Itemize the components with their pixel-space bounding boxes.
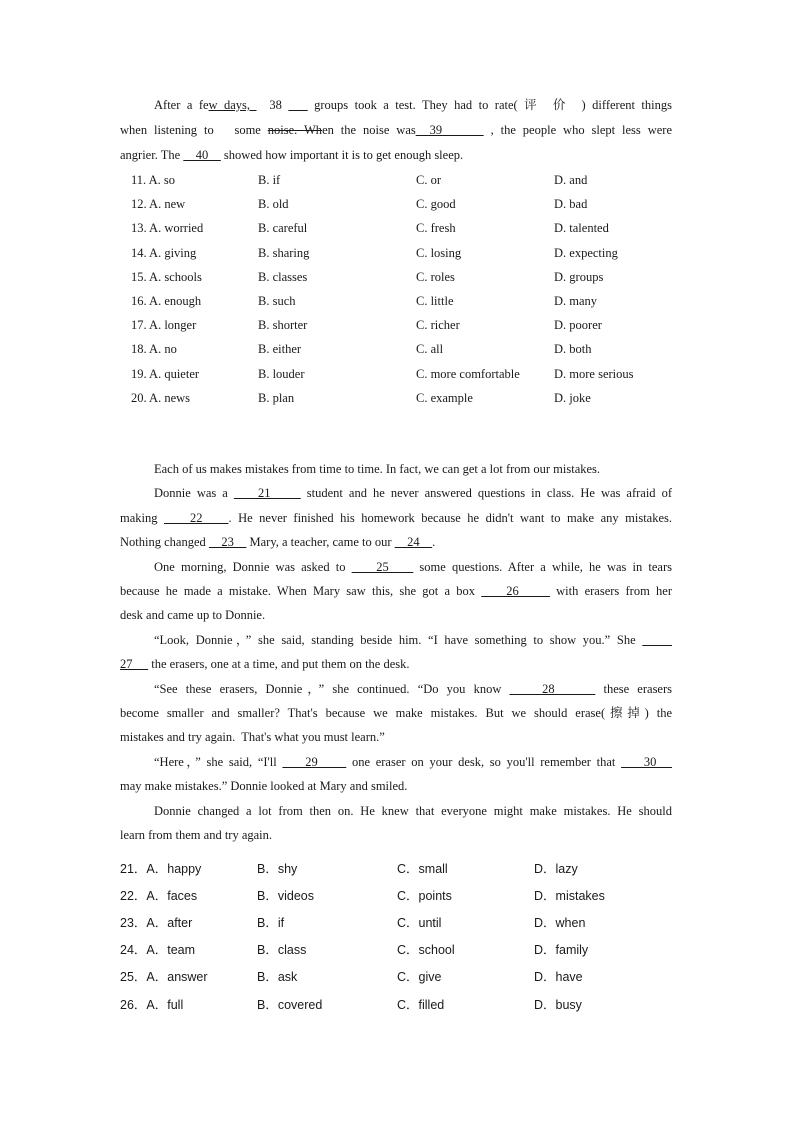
text-run: Mary, a teacher, came to our	[246, 535, 395, 550]
text-run: Nothing changed	[120, 535, 209, 550]
text-run: when listening to some	[120, 123, 268, 137]
option-a[interactable]: 25．A．answer	[120, 970, 208, 985]
option-b[interactable]: B. shorter	[258, 318, 308, 333]
option-b[interactable]: B. louder	[258, 366, 305, 381]
text-run: “Look, Donnie，” she said, standing beside him. “I have something to show you.” She	[154, 632, 643, 647]
option-d[interactable]: D. poorer	[554, 318, 602, 333]
option-d[interactable]: D. talented	[554, 221, 609, 236]
option-a[interactable]: 23．A．after	[120, 916, 193, 931]
option-d[interactable]: D．family	[534, 943, 589, 958]
option-d[interactable]: D. joke	[554, 390, 591, 405]
text-run: “See these erasers, Donnie，” she continued. “Do you know	[154, 681, 510, 696]
answer-blank[interactable]: 26	[481, 584, 550, 599]
passage-line	[120, 774, 672, 798]
answer-blank[interactable]: 24	[394, 535, 433, 550]
passage-line	[120, 579, 672, 603]
option-c[interactable]: C．filled	[397, 997, 445, 1012]
passage-2	[120, 457, 672, 848]
passage-line	[120, 506, 672, 530]
passage-line	[120, 799, 672, 823]
option-c[interactable]: C. losing	[416, 245, 462, 260]
option-b[interactable]: B. if	[258, 173, 281, 187]
text-run: Donnie was a	[154, 486, 234, 501]
answer-blank[interactable]: 29	[282, 754, 347, 769]
option-d[interactable]: D．when	[534, 916, 586, 931]
option-c[interactable]: C. roles	[416, 269, 455, 284]
option-d[interactable]: D．busy	[534, 997, 582, 1012]
text-run: Donnie changed a lot from then on. He knew that everyone might make mistakes. He should	[154, 803, 672, 818]
option-a[interactable]: 12. A. new	[131, 197, 186, 212]
option-b[interactable]: B. old	[258, 197, 289, 212]
text-run: groups took a test. They had to rate( 评 价 ) different things	[307, 98, 672, 112]
passage-line	[120, 652, 672, 676]
passage-line	[120, 481, 672, 505]
option-b[interactable]: B. either	[258, 342, 302, 357]
option-c[interactable]: C．give	[397, 970, 442, 985]
option-c[interactable]: C. little	[416, 294, 454, 308]
option-c[interactable]: C．until	[397, 916, 442, 931]
passage-line	[120, 457, 672, 481]
text-run: Each of us makes mistakes from time to time. In fact, we can get a lot from our mistakes.	[154, 462, 601, 476]
option-d[interactable]: D. bad	[554, 197, 588, 212]
answer-blank[interactable]: 39	[415, 123, 484, 137]
text-run: one eraser on your desk, so you'll remember that	[346, 754, 622, 769]
option-c[interactable]: C. richer	[416, 318, 460, 333]
text-run: “Here，” she said, “I'll	[154, 754, 283, 769]
option-c[interactable]: C．points	[397, 889, 452, 904]
option-d[interactable]: D. both	[554, 342, 592, 357]
option-a[interactable]: 11. A. so	[131, 173, 175, 187]
option-b[interactable]: B．ask	[257, 970, 298, 985]
text-run: these erasers	[595, 681, 673, 696]
option-b[interactable]: B. such	[258, 294, 296, 308]
text-run: angrier. The	[120, 148, 184, 162]
option-b[interactable]: B．covered	[257, 997, 323, 1012]
option-d[interactable]: D. groups	[554, 269, 604, 284]
text-run: 38	[256, 98, 289, 112]
text-run: making	[120, 510, 164, 525]
option-c[interactable]: C. fresh	[416, 221, 456, 236]
option-d[interactable]: D. many	[554, 294, 598, 308]
text-run: en the noise was	[322, 123, 416, 137]
option-b[interactable]: B．class	[257, 943, 307, 958]
passage-line	[120, 628, 672, 652]
answer-blank[interactable]: 25	[351, 559, 414, 574]
option-d[interactable]: D. and	[554, 173, 588, 187]
option-c[interactable]: C. good	[416, 197, 456, 212]
option-b[interactable]: B．shy	[257, 862, 298, 876]
text-run: learn from them and try again.	[120, 828, 273, 843]
option-b[interactable]: B．if	[257, 916, 285, 931]
answer-blank[interactable]: 28	[509, 681, 596, 696]
option-b[interactable]: B. classes	[258, 269, 308, 284]
option-c[interactable]: C. example	[416, 390, 473, 405]
text-run: One morning, Donnie was asked to	[154, 559, 352, 574]
option-a[interactable]: 26．A．full	[120, 997, 184, 1012]
answer-blank[interactable]: 27	[120, 657, 149, 672]
option-b[interactable]: B. sharing	[258, 245, 310, 260]
text-run: may make mistakes.” Donnie looked at Mary and smiled.	[120, 779, 408, 794]
answer-blank[interactable]: w days,	[208, 98, 257, 112]
answer-blank[interactable]: 23	[208, 535, 247, 550]
passage-line	[120, 555, 672, 579]
option-b[interactable]: B．videos	[257, 889, 314, 904]
text-run: mistakes and try again. That's what you must learn.”	[120, 730, 385, 745]
text-run: student and he never answered questions in class. He was afraid of	[300, 486, 673, 501]
option-a[interactable]: 18. A. no	[131, 342, 177, 357]
answer-blank[interactable]	[642, 633, 672, 647]
text-run: showed how important it is to get enough sleep.	[220, 148, 464, 162]
option-a[interactable]: 16. A. enough	[131, 294, 202, 308]
option-a[interactable]: 15. A. schools	[131, 269, 202, 284]
passage-line	[120, 701, 672, 725]
answer-blank[interactable]: 40	[183, 148, 221, 162]
text-run: become smaller and smaller? That's because we make mistakes. But we should erase(擦掉) the	[120, 706, 672, 721]
passage-line	[120, 143, 672, 168]
passage-line	[120, 530, 672, 554]
text-run: After a fe	[154, 98, 209, 112]
option-a[interactable]: 21．A．happy	[120, 862, 202, 876]
option-c[interactable]: C. or	[416, 173, 441, 187]
answer-blank[interactable]	[288, 98, 307, 112]
passage-line	[120, 603, 672, 627]
text-run: with erasers from her	[549, 584, 673, 599]
option-a[interactable]: 14. A. giving	[131, 245, 197, 260]
option-d[interactable]: D．have	[534, 970, 583, 985]
answer-blank[interactable]: 21	[233, 486, 301, 501]
passage-1	[120, 93, 672, 168]
option-b[interactable]: B. plan	[258, 390, 295, 405]
passage-line	[120, 750, 672, 774]
option-a[interactable]: 19. A. quieter	[131, 366, 200, 381]
option-a[interactable]: 13. A. worried	[131, 221, 204, 236]
option-c[interactable]: C. more comfortable	[416, 366, 520, 381]
text-run: . He never finished his homework because he didn't want to make any mistakes.	[228, 510, 673, 525]
option-c[interactable]: C．small	[397, 862, 448, 876]
option-a[interactable]: 17. A. longer	[131, 318, 197, 333]
text-run: , the people who slept less were	[483, 123, 672, 137]
option-a[interactable]: 24．A．team	[120, 943, 196, 958]
text-run: the erasers, one at a time, and put them on the desk.	[148, 657, 410, 672]
passage-line	[120, 677, 672, 701]
passage-line	[120, 93, 672, 118]
passage-line	[120, 725, 672, 749]
text-run: some questions. After a while, he was in tears	[413, 559, 673, 574]
option-d[interactable]: D．mistakes	[534, 889, 605, 904]
struck-text: noise. Wh	[267, 123, 323, 137]
option-b[interactable]: B. careful	[258, 221, 308, 236]
passage-line	[120, 118, 672, 143]
answer-blank[interactable]: 30	[621, 754, 673, 769]
option-a[interactable]: 20. A. news	[131, 390, 191, 405]
answer-blank[interactable]: 22	[164, 510, 229, 525]
option-d[interactable]: D. expecting	[554, 245, 618, 260]
text-run: because he made a mistake. When Mary saw this, she got a box	[120, 584, 482, 599]
text-run: desk and came up to Donnie.	[120, 608, 266, 623]
passage-line	[120, 823, 672, 847]
option-d[interactable]: D. more serious	[554, 366, 634, 381]
option-d[interactable]: D．lazy	[534, 862, 578, 876]
option-a[interactable]: 22．A．faces	[120, 889, 198, 904]
text-run: .	[432, 535, 436, 550]
option-c[interactable]: C．school	[397, 943, 455, 958]
option-c[interactable]: C. all	[416, 342, 444, 357]
